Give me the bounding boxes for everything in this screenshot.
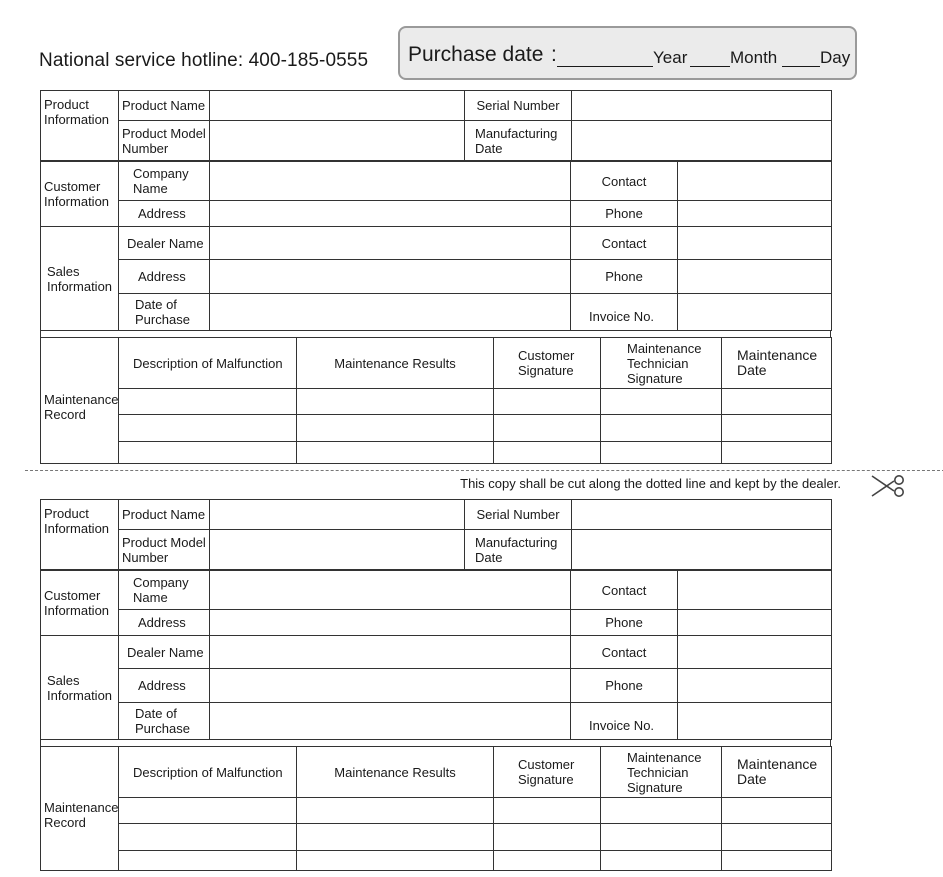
- dealer-name-label: Dealer Name: [119, 636, 210, 669]
- results-header: Maintenance Results: [297, 338, 494, 389]
- dealer-contact-field[interactable]: [678, 636, 832, 669]
- customer-signature-cell[interactable]: [494, 798, 601, 824]
- invoice-no-label: Invoice No.: [571, 703, 678, 740]
- maintenance-record-table: [40, 746, 832, 871]
- dealer-contact-label: Contact: [571, 227, 678, 260]
- dealer-address-label: Address: [119, 669, 210, 703]
- technician-signature-cell[interactable]: [601, 442, 722, 464]
- results-cell[interactable]: [297, 389, 494, 415]
- manufacturing-date-label: Manufacturing Date: [465, 121, 572, 161]
- customer-signature-cell[interactable]: [494, 851, 601, 871]
- customer-phone-label: Phone: [571, 201, 678, 227]
- dealer-phone-field[interactable]: [678, 260, 832, 294]
- customer-signature-cell[interactable]: [494, 442, 601, 464]
- service-hotline: National service hotline: 400-185-0555: [39, 50, 369, 71]
- customer-address-label: Address: [119, 201, 210, 227]
- maintenance-date-cell[interactable]: [722, 798, 832, 824]
- product-name-field[interactable]: [210, 91, 465, 121]
- warranty-form-copy-1: [40, 90, 831, 464]
- sales-section-label: Sales Information: [41, 636, 119, 740]
- results-cell[interactable]: [297, 442, 494, 464]
- results-cell[interactable]: [297, 824, 494, 851]
- product-info-table: [40, 90, 832, 161]
- malfunction-header: Description of Malfunction: [119, 338, 297, 389]
- year-blank[interactable]: [557, 66, 653, 67]
- scissors-icon: [870, 472, 906, 500]
- date-of-purchase-label: Date of Purchase: [119, 703, 210, 740]
- product-name-field[interactable]: [210, 500, 465, 530]
- purchase-date-box: [398, 26, 857, 80]
- product-info-table: [40, 499, 832, 570]
- product-model-field[interactable]: [210, 121, 465, 161]
- technician-signature-cell[interactable]: [601, 824, 722, 851]
- date-of-purchase-field[interactable]: [210, 294, 571, 331]
- year-label: Year: [653, 48, 688, 67]
- dealer-phone-label: Phone: [571, 260, 678, 294]
- serial-number-field[interactable]: [572, 91, 832, 121]
- malfunction-cell[interactable]: [119, 798, 297, 824]
- technician-signature-cell[interactable]: [601, 389, 722, 415]
- customer-phone-field[interactable]: [678, 201, 832, 227]
- purchase-date-colon: :: [551, 43, 557, 66]
- dealer-address-label: Address: [119, 260, 210, 294]
- product-model-field[interactable]: [210, 530, 465, 570]
- results-cell[interactable]: [297, 798, 494, 824]
- maintenance-date-cell[interactable]: [722, 824, 832, 851]
- technician-signature-header: Maintenance Technician Signature: [601, 747, 722, 798]
- results-cell[interactable]: [297, 415, 494, 442]
- company-name-label: Company Name: [119, 571, 210, 610]
- company-name-label: Company Name: [119, 162, 210, 201]
- customer-phone-label: Phone: [571, 610, 678, 636]
- serial-number-label: Serial Number: [465, 91, 572, 121]
- date-of-purchase-label: Date of Purchase: [119, 294, 210, 331]
- customer-sales-table: [40, 161, 832, 331]
- malfunction-cell[interactable]: [119, 389, 297, 415]
- dealer-phone-field[interactable]: [678, 669, 832, 703]
- technician-signature-cell[interactable]: [601, 415, 722, 442]
- dotted-cut-line: [25, 470, 943, 471]
- customer-section-label: Customer Information: [41, 162, 119, 227]
- technician-signature-cell[interactable]: [601, 851, 722, 871]
- day-label: Day: [820, 48, 851, 67]
- product-name-label: Product Name: [119, 91, 210, 121]
- customer-phone-field[interactable]: [678, 610, 832, 636]
- malfunction-header: Description of Malfunction: [119, 747, 297, 798]
- technician-signature-cell[interactable]: [601, 798, 722, 824]
- customer-signature-header: Customer Signature: [494, 747, 601, 798]
- maintenance-record-table: [40, 337, 832, 464]
- customer-contact-field[interactable]: [678, 571, 832, 610]
- company-name-field[interactable]: [210, 571, 571, 610]
- malfunction-cell[interactable]: [119, 824, 297, 851]
- malfunction-cell[interactable]: [119, 851, 297, 871]
- customer-address-field[interactable]: [210, 610, 571, 636]
- manufacturing-date-label: Manufacturing Date: [465, 530, 572, 570]
- product-model-label: Product Model Number: [119, 121, 210, 161]
- maintenance-date-cell[interactable]: [722, 389, 832, 415]
- product-model-label: Product Model Number: [119, 530, 210, 570]
- dealer-contact-field[interactable]: [678, 227, 832, 260]
- customer-contact-label: Contact: [571, 162, 678, 201]
- customer-section-label: Customer Information: [41, 571, 119, 636]
- customer-signature-header: Customer Signature: [494, 338, 601, 389]
- maintenance-date-header: Maintenance Date: [722, 338, 832, 389]
- dealer-address-field[interactable]: [210, 260, 571, 294]
- serial-number-label: Serial Number: [465, 500, 572, 530]
- dealer-name-label: Dealer Name: [119, 227, 210, 260]
- customer-contact-label: Contact: [571, 571, 678, 610]
- company-name-field[interactable]: [210, 162, 571, 201]
- purchase-date-label: Purchase date: [408, 43, 544, 66]
- dealer-phone-label: Phone: [571, 669, 678, 703]
- maintenance-section-label: Maintenance Record: [41, 747, 119, 871]
- invoice-no-field[interactable]: [678, 703, 832, 740]
- manufacturing-date-field[interactable]: [572, 121, 832, 161]
- malfunction-cell[interactable]: [119, 442, 297, 464]
- invoice-no-label: Invoice No.: [571, 294, 678, 331]
- customer-signature-cell[interactable]: [494, 824, 601, 851]
- product-name-label: Product Name: [119, 500, 210, 530]
- sales-section-label: Sales Information: [41, 227, 119, 331]
- customer-sales-table: [40, 570, 832, 740]
- dealer-name-field[interactable]: [210, 636, 571, 669]
- results-cell[interactable]: [297, 851, 494, 871]
- invoice-no-field[interactable]: [678, 294, 832, 331]
- dealer-contact-label: Contact: [571, 636, 678, 669]
- month-blank[interactable]: [690, 66, 730, 67]
- day-blank[interactable]: [782, 66, 820, 67]
- results-header: Maintenance Results: [297, 747, 494, 798]
- dealer-name-field[interactable]: [210, 227, 571, 260]
- customer-contact-field[interactable]: [678, 162, 832, 201]
- dealer-address-field[interactable]: [210, 669, 571, 703]
- maintenance-section-label: Maintenance Record: [41, 338, 119, 464]
- customer-signature-cell[interactable]: [494, 389, 601, 415]
- date-of-purchase-field[interactable]: [210, 703, 571, 740]
- serial-number-field[interactable]: [572, 500, 832, 530]
- technician-signature-header: Maintenance Technician Signature: [601, 338, 722, 389]
- malfunction-cell[interactable]: [119, 415, 297, 442]
- product-section-label: Product Information: [41, 91, 119, 161]
- maintenance-date-cell[interactable]: [722, 415, 832, 442]
- customer-address-label: Address: [119, 610, 210, 636]
- cut-instruction: This copy shall be cut along the dotted line and kept by the dealer.: [460, 476, 841, 491]
- month-label: Month: [730, 48, 778, 67]
- product-section-label: Product Information: [41, 500, 119, 570]
- customer-signature-cell[interactable]: [494, 415, 601, 442]
- maintenance-date-header: Maintenance Date: [722, 747, 832, 798]
- manufacturing-date-field[interactable]: [572, 530, 832, 570]
- customer-address-field[interactable]: [210, 201, 571, 227]
- warranty-form-copy-2: [40, 499, 831, 871]
- maintenance-date-cell[interactable]: [722, 442, 832, 464]
- maintenance-date-cell[interactable]: [722, 851, 832, 871]
